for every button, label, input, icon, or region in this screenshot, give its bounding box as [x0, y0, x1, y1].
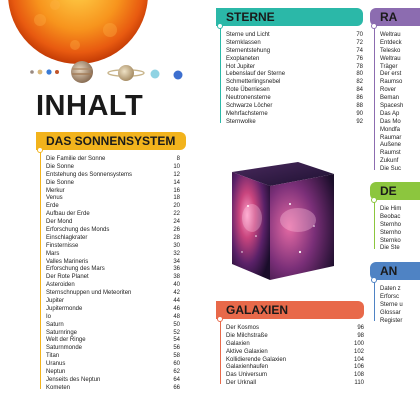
toc-entry-title: Raumst	[380, 150, 401, 157]
toc-entry-title: Telesko	[380, 47, 401, 54]
toc-entry-title: Einschlagkrater	[46, 234, 88, 241]
toc-entry-title: Das Ap	[380, 110, 400, 117]
toc-entry-title: Saturnringe	[46, 329, 78, 336]
toc-entry-title: Glossar	[380, 309, 401, 316]
toc-entry-page: 38	[173, 274, 180, 281]
toc-entry-title: Exoplaneten	[226, 55, 260, 62]
section-sterne	[216, 8, 363, 127]
toc-entry-title: Sternklassen	[226, 39, 261, 46]
toc-entry-title: Kollidierende Galaxien	[226, 356, 287, 363]
toc-entry-title: Zukunf	[380, 158, 399, 165]
toc-entry-title: Beman	[380, 95, 400, 102]
toc-entry[interactable]	[36, 156, 180, 164]
toc-entry-page	[399, 111, 413, 119]
toc-entry-page: 72	[356, 39, 363, 46]
toc-entry-page	[401, 230, 415, 238]
toc-list-sterne	[216, 32, 363, 127]
toc-entry[interactable]	[36, 227, 180, 235]
timeline-line	[374, 277, 375, 321]
toc-entry-page: 44	[173, 298, 180, 305]
toc-entry-title: Der Kosmos	[226, 325, 260, 331]
toc-entry-title: Weltrau	[380, 32, 401, 38]
toc-entry[interactable]	[216, 48, 363, 56]
toc-entry-title: Aufbau der Erde	[46, 211, 90, 218]
toc-entry-title: Mondfa	[380, 126, 401, 133]
section-raumfahrt	[370, 8, 404, 174]
toc-entry-page: 56	[173, 345, 180, 352]
toc-entry[interactable]	[36, 219, 180, 227]
toc-entry-title: Hot Jupiter	[226, 63, 256, 70]
timeline-dot	[371, 277, 377, 283]
toc-entry[interactable]	[216, 357, 364, 365]
toc-entry-page	[401, 150, 415, 158]
toc-entry-page: 10	[173, 163, 180, 170]
toc-entry[interactable]	[36, 314, 180, 322]
toc-entry[interactable]	[216, 364, 364, 372]
toc-entry-page	[400, 127, 414, 135]
toc-entry-page: 60	[173, 361, 180, 368]
toc-entry[interactable]	[36, 164, 180, 172]
timeline-line	[40, 147, 41, 389]
toc-entry-page	[403, 103, 417, 111]
timeline-line	[220, 23, 221, 123]
toc-entry[interactable]	[216, 372, 364, 380]
toc-entry[interactable]	[216, 40, 363, 48]
toc-entry-title: Die Suc	[380, 166, 402, 173]
toc-entry-page	[396, 87, 410, 95]
toc-entry-page: 24	[173, 219, 180, 226]
timeline-dot	[371, 23, 377, 29]
jupiter-icon	[71, 61, 93, 83]
mercury-icon	[30, 70, 34, 74]
toc-entry[interactable]	[36, 282, 180, 290]
toc-entry-page	[400, 214, 414, 222]
toc-entry-page	[399, 294, 413, 302]
toc-entry-title: Erde	[46, 203, 59, 210]
toc-entry-page: 20	[173, 203, 180, 210]
toc-entry-page: 84	[356, 87, 363, 94]
toc-entry[interactable]	[36, 203, 180, 211]
toc-entry-page	[400, 245, 414, 253]
toc-entry[interactable]	[216, 119, 363, 127]
toc-entry[interactable]	[36, 235, 180, 243]
toc-entry-page: 58	[173, 353, 180, 360]
toc-entry-page: 90	[356, 110, 363, 117]
toc-entry-page: 32	[173, 250, 180, 257]
toc-entry-page	[401, 32, 415, 40]
toc-entry-title: Die Milchstraße	[226, 332, 268, 339]
earth-icon	[46, 69, 51, 74]
toc-entry-title: Asteroiden	[46, 282, 75, 289]
toc-entry-title: Sternwolke	[226, 118, 256, 125]
toc-entry-page	[400, 48, 414, 56]
toc-entry-title: Sternentstehung	[226, 47, 271, 54]
section-heading-raumfahrt: RA	[370, 8, 420, 26]
toc-list-sonnensystem	[36, 156, 180, 393]
toc-entry[interactable]	[36, 369, 180, 377]
toc-entry-title: Erforschung des Mars	[46, 266, 105, 273]
section-heading-sterne: STERNE	[216, 8, 363, 26]
toc-entry-page: 98	[357, 332, 364, 339]
toc-entry[interactable]	[36, 274, 180, 282]
toc-entry-title: Jenseits des Neptun	[46, 376, 101, 383]
toc-entry[interactable]	[36, 322, 180, 330]
toc-entry-title: Der erst	[380, 71, 402, 78]
toc-entry-page	[401, 206, 415, 214]
toc-entry-page	[402, 40, 416, 48]
toc-entry-page	[401, 166, 415, 174]
toc-entry-title: Die Him	[380, 206, 402, 212]
toc-entry-title: Io	[46, 313, 52, 320]
section-heading-sonnensystem: DAS SONNENSYSTEM	[36, 132, 186, 150]
toc-entry[interactable]	[216, 349, 364, 357]
toc-entry-page: 88	[356, 103, 363, 110]
toc-entry-page: 46	[173, 305, 180, 312]
toc-entry-page: 54	[173, 337, 180, 344]
toc-entry-title: Sternho	[380, 221, 402, 228]
toc-entry-page	[397, 64, 411, 72]
toc-entry-page: 40	[173, 282, 180, 289]
section-der	[370, 182, 400, 253]
toc-entry-title: Die Sonne	[46, 163, 75, 170]
toc-entry-title: Venus	[46, 195, 63, 202]
toc-entry-title: Valles Marineris	[46, 258, 89, 265]
toc-entry-title: Mehrfachsterne	[226, 110, 268, 117]
toc-entry-page: 110	[354, 380, 364, 387]
toc-entry-page	[401, 142, 415, 150]
toc-entry-title: Weltrau	[380, 55, 401, 62]
toc-entry-title: Neutronensterne	[226, 95, 271, 102]
toc-entry-page	[402, 318, 416, 326]
timeline-dot	[217, 316, 223, 322]
section-sonnensystem	[36, 132, 180, 393]
toc-entry[interactable]	[216, 32, 363, 40]
toc-entry[interactable]	[216, 87, 363, 95]
toc-entry-page: 34	[173, 258, 180, 265]
toc-entry[interactable]	[36, 188, 180, 196]
toc-entry[interactable]	[36, 243, 180, 251]
toc-entry[interactable]	[216, 64, 363, 72]
toc-entry-title: Mars	[46, 250, 60, 257]
toc-entry-title: Schwarze Löcher	[226, 103, 273, 110]
toc-entry-title: Das Universum	[226, 372, 268, 379]
neptune-icon	[174, 71, 183, 80]
page-title: INHALT	[36, 90, 144, 122]
toc-entry-page: 66	[173, 384, 180, 391]
toc-entry-page: 74	[356, 47, 363, 54]
toc-entry[interactable]	[36, 211, 180, 219]
uranus-icon	[151, 70, 160, 79]
toc-entry[interactable]	[216, 56, 363, 64]
toc-entry[interactable]	[36, 298, 180, 306]
toc-entry-page	[398, 158, 412, 166]
toc-entry-page: 16	[173, 187, 180, 194]
toc-entry[interactable]	[36, 266, 180, 274]
toc-entry-title: Jupitermonde	[46, 305, 83, 312]
toc-entry-title: Aktive Galaxien	[226, 348, 268, 355]
toc-entry-page: 12	[173, 171, 180, 178]
toc-entry-title: Galaxien	[226, 340, 250, 347]
toc-entry[interactable]	[36, 306, 180, 314]
toc-entry-page: 36	[173, 266, 180, 273]
toc-entry-title: Galaxienhaufen	[226, 364, 269, 371]
toc-entry[interactable]	[216, 111, 363, 119]
toc-entry-page: 52	[173, 329, 180, 336]
toc-entry-page: 8	[176, 156, 180, 162]
saturn-icon	[118, 65, 134, 81]
toc-entry-title: Entdeck	[380, 39, 402, 46]
toc-entry-page: 82	[356, 79, 363, 86]
toc-entry-page: 102	[353, 348, 364, 355]
section-heading-an: AN	[370, 262, 420, 280]
nebula-cube-image	[226, 156, 338, 286]
toc-entry[interactable]	[216, 103, 363, 111]
toc-entry-page: 14	[173, 179, 180, 186]
toc-entry-page: 64	[173, 376, 180, 383]
toc-entry-page	[402, 79, 416, 87]
toc-entry-page: 80	[356, 71, 363, 78]
toc-entry-page	[403, 302, 417, 310]
section-heading-galaxien: GALAXIEN	[216, 301, 364, 319]
toc-entry[interactable]	[36, 172, 180, 180]
toc-entry-title: Sternschnuppen und Meteoriten	[46, 290, 132, 297]
toc-entry-title: Der Urknall	[226, 380, 257, 387]
toc-entry-title: Welt der Ringe	[46, 337, 86, 344]
toc-entry-page: 22	[173, 211, 180, 218]
toc-entry[interactable]	[36, 361, 180, 369]
toc-entry-title: Entstehung des Sonnensystems	[46, 171, 133, 178]
timeline-line	[374, 23, 375, 170]
timeline-line	[220, 316, 221, 384]
toc-entry-title: Raumso	[380, 79, 403, 86]
toc-entry-page: 42	[173, 290, 180, 297]
section-an	[370, 262, 403, 325]
venus-icon	[38, 70, 43, 75]
toc-entry-page: 104	[353, 356, 364, 363]
toc-entry[interactable]	[216, 325, 364, 333]
toc-entry-title: Sterne und Licht	[226, 32, 270, 38]
toc-entry[interactable]	[36, 377, 180, 385]
toc-entry-title: Rover	[380, 87, 397, 94]
toc-entry-title: Saturnmonde	[46, 345, 83, 352]
toc-list-galaxien	[216, 325, 364, 388]
toc-entry-title: Uranus	[46, 361, 66, 368]
toc-entry-title: Daten z	[380, 286, 401, 292]
toc-entry-title: Saturn	[46, 321, 64, 328]
toc-entry-title: Spacesh	[380, 103, 404, 110]
toc-entry-title: Sterne u	[380, 301, 403, 308]
toc-entry-title: Merkur	[46, 187, 65, 194]
toc-entry-page: 96	[357, 325, 364, 331]
toc-entry-title: Sternko	[380, 237, 401, 244]
toc-entry[interactable]	[216, 71, 363, 79]
toc-entry-page	[401, 222, 415, 230]
toc-entry-title: Register	[380, 317, 403, 324]
toc-entry[interactable]	[36, 290, 180, 298]
toc-entry-page: 108	[353, 372, 364, 379]
toc-entry-title: Das Mo	[380, 118, 401, 125]
toc-entry-page	[401, 71, 415, 79]
toc-entry[interactable]	[36, 330, 180, 338]
toc-entry-page: 28	[173, 234, 180, 241]
toc-entry-page	[401, 135, 415, 143]
toc-entry-page: 78	[356, 63, 363, 70]
toc-entry-title: Neptun	[46, 369, 66, 376]
toc-entry-page	[401, 286, 415, 294]
toc-entry-title: Schmetterlingsnebel	[226, 79, 281, 86]
sun-icon	[8, 0, 148, 64]
toc-entry-title: Träger	[380, 63, 398, 70]
toc-entry-page: 86	[356, 95, 363, 102]
toc-entry-page: 30	[173, 242, 180, 249]
toc-entry-page: 62	[173, 369, 180, 376]
timeline-dot	[371, 197, 377, 203]
toc-entry[interactable]	[36, 353, 180, 361]
toc-entry-title: Rote Überriesen	[226, 87, 270, 94]
toc-entry-title: Erforsc	[380, 293, 400, 300]
toc-entry-page: 70	[356, 32, 363, 38]
toc-entry[interactable]	[36, 180, 180, 188]
toc-entry-title: Sternho	[380, 229, 402, 236]
toc-entry-page: 106	[353, 364, 364, 371]
toc-entry-title: Jupiter	[46, 298, 65, 305]
mars-icon	[55, 70, 59, 74]
toc-entry-page	[401, 238, 415, 246]
toc-entry-title: Außene	[380, 142, 402, 149]
toc-entry-page: 50	[173, 321, 180, 328]
timeline-line	[374, 197, 375, 249]
toc-entry-title: Beobac	[380, 213, 401, 220]
section-heading-der: DE	[370, 182, 420, 200]
toc-entry-page: 76	[356, 55, 363, 62]
toc-entry-title: Erforschung des Monds	[46, 227, 110, 234]
toc-entry[interactable]	[216, 95, 363, 103]
toc-entry-page	[401, 310, 415, 318]
toc-entry[interactable]	[36, 259, 180, 267]
toc-entry[interactable]	[36, 345, 180, 353]
section-galaxien	[216, 301, 364, 388]
toc-entry-page	[401, 56, 415, 64]
toc-entry-title: Raumar	[380, 134, 402, 141]
timeline-dot	[217, 23, 223, 29]
toc-entry-title: Die Familie der Sonne	[46, 156, 106, 162]
toc-entry-title: Die Ste	[380, 245, 400, 252]
toc-entry[interactable]	[36, 251, 180, 259]
toc-entry[interactable]	[216, 341, 364, 349]
toc-entry-title: Die Sonne	[46, 179, 75, 186]
toc-entry-page: 92	[356, 118, 363, 125]
toc-entry-title: Lebenslauf der Sterne	[226, 71, 286, 78]
toc-entry-page: 26	[173, 227, 180, 234]
toc-entry[interactable]	[216, 380, 364, 388]
toc-entry[interactable]	[216, 333, 364, 341]
toc-entry-page: 18	[173, 195, 180, 202]
toc-entry-page	[401, 119, 415, 127]
toc-entry[interactable]	[36, 195, 180, 203]
toc-entry-title: Der Mond	[46, 219, 73, 226]
sun-planets-illustration	[0, 0, 200, 90]
toc-entry-title: Der Rote Planet	[46, 274, 89, 281]
toc-entry-title: Finsternisse	[46, 242, 79, 249]
toc-entry-page	[399, 95, 413, 103]
toc-entry[interactable]	[36, 385, 180, 393]
toc-entry-page: 48	[173, 313, 180, 320]
toc-entry[interactable]	[36, 337, 180, 345]
toc-entry-title: Kometen	[46, 384, 71, 391]
toc-entry-page: 100	[353, 340, 364, 347]
timeline-dot	[37, 147, 43, 153]
toc-entry-title: Titan	[46, 353, 60, 360]
